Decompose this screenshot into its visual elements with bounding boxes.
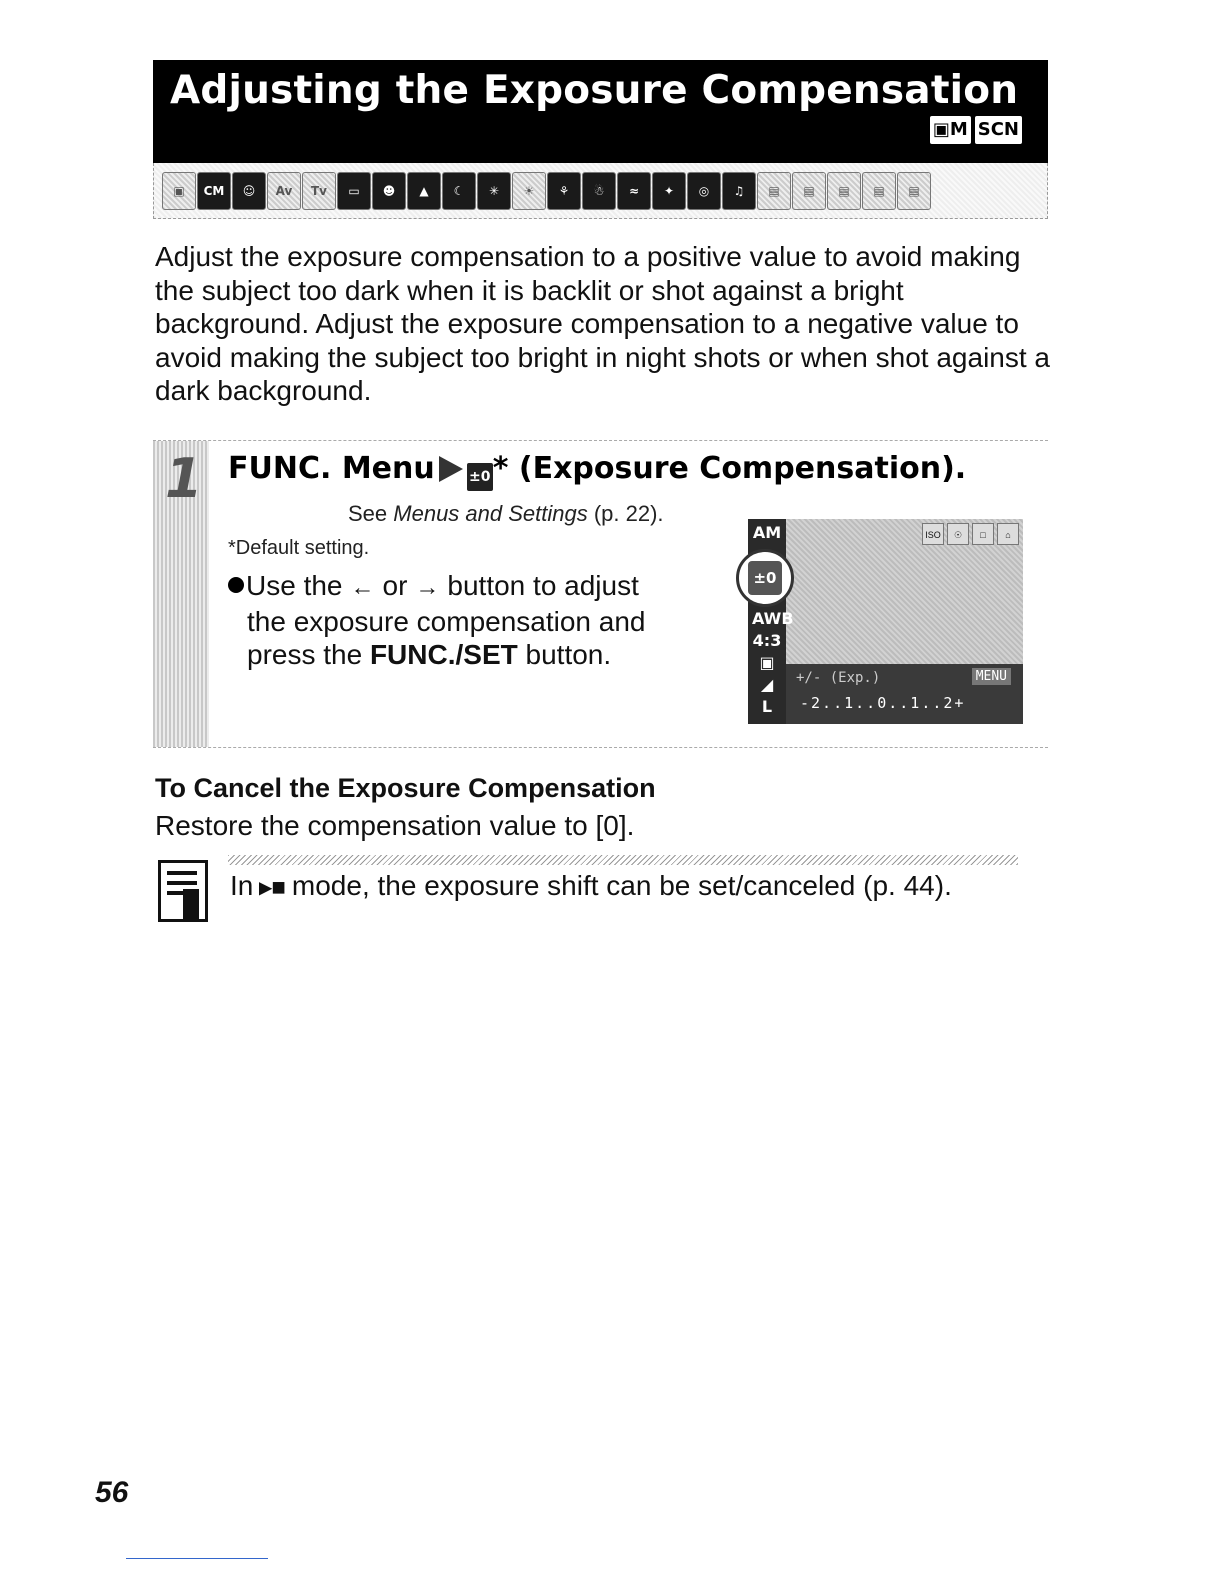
beach-scene-icon: ☀ (512, 172, 546, 210)
lcd-metering-icon: ▣ (759, 653, 775, 672)
stitch-mode-icon: ▭ (337, 172, 371, 210)
lcd-mode-icon: AM (752, 523, 782, 542)
snow-scene-icon: ☃ (582, 172, 616, 210)
instruction-line-2: the exposure compensation and (247, 605, 646, 637)
title-banner (153, 60, 1048, 163)
lcd-exposure-scale: -2..1..0..1..2+ (800, 694, 966, 712)
see-page: (p. 22). (587, 501, 664, 526)
mode-badges (930, 116, 1022, 144)
movie-fast-icon: ▤ (792, 172, 826, 210)
movie-standard-icon: ▤ (757, 172, 791, 210)
lcd-exposure-label: +/- (Exp.) (796, 670, 881, 686)
portrait-mode-icon: ☺ (232, 172, 266, 210)
lcd-resolution-icon: L (761, 697, 773, 716)
cancel-text: Restore the compensation value to [0]. (155, 810, 635, 841)
right-arrow-button-icon: → (415, 574, 440, 601)
lcd-iso-icon: ISO (922, 523, 944, 545)
camera-m-mode-icon: CM (197, 172, 231, 210)
landscape-scene-icon: ▲ (407, 172, 441, 210)
note-divider (228, 855, 1018, 865)
note-text-in: In (230, 870, 254, 901)
cancel-heading: To Cancel the Exposure Compensation (155, 773, 656, 803)
step-heading-suffix: * (Exposure Compensation). (492, 451, 967, 486)
step-instructions (228, 569, 728, 672)
lcd-status-icons (922, 523, 1019, 545)
movie-color-icon: ▤ (862, 172, 896, 210)
av-mode-icon: Av (267, 172, 301, 210)
scn-badge-icon: SCN (975, 116, 1022, 144)
step-number: 1 (165, 447, 203, 510)
movie-mode-icon: ▸■ (259, 874, 286, 901)
note-text (230, 870, 952, 902)
note-text-rest: mode, the exposure shift can be set/canceled (p. 44). (291, 870, 952, 901)
lcd-ratio-icon: 4:3 (752, 631, 782, 650)
memo-note-icon (158, 860, 208, 922)
left-arrow-button-icon: ← (350, 574, 375, 601)
see-title: Menus and Settings (393, 501, 588, 526)
lcd-frame-icon: □ (972, 523, 994, 545)
page-number: 56 (95, 1476, 129, 1509)
lcd-menu-button: MENU (972, 668, 1011, 685)
step-sidebar (153, 441, 209, 747)
kids-pets-scene-icon: ◎ (687, 172, 721, 210)
lcd-selected-highlight (736, 549, 794, 607)
instruction-line-3 (228, 638, 728, 672)
step-heading (228, 451, 966, 491)
instruction-press-the: press the (247, 639, 370, 671)
movie-swap-icon: ▤ (897, 172, 931, 210)
instruction-or: or (382, 570, 408, 601)
camera-m-badge-icon: ▣M (930, 116, 971, 144)
lcd-flash-icon: ☉ (947, 523, 969, 545)
footer-line (126, 1558, 268, 1559)
auto-mode-icon: ▣ (162, 172, 196, 210)
see-prefix: See (348, 501, 394, 526)
indoor-scene-icon: ✦ (652, 172, 686, 210)
instruction-button-to-adjust: button to adjust (447, 570, 639, 601)
instruction-button: button. (517, 639, 612, 671)
bullet-icon (228, 577, 244, 593)
portrait-scene-icon: ☻ (372, 172, 406, 210)
lcd-exposure-icon: ±0 (748, 561, 782, 595)
step-box (153, 440, 1048, 748)
page-title: Adjusting the Exposure Compensation (170, 68, 1019, 113)
arrow-right-icon (439, 456, 463, 482)
instruction-use-the: Use the (246, 570, 343, 601)
fireworks-scene-icon: ✳ (477, 172, 511, 210)
lcd-compression-icon: ◢ (760, 675, 774, 694)
lcd-home-icon: ⌂ (997, 523, 1019, 545)
lcd-exposure-bar (786, 664, 1023, 724)
lcd-wb-icon: AWB (752, 609, 794, 628)
default-setting-note: *Default setting. (228, 537, 370, 559)
sound-scene-icon: ♫ (722, 172, 756, 210)
see-reference (348, 501, 664, 527)
exposure-compensation-icon: ±0 (467, 463, 493, 491)
underwater-scene-icon: ≈ (617, 172, 651, 210)
instruction-line-1 (228, 569, 728, 605)
foliage-scene-icon: ⚘ (547, 172, 581, 210)
step-heading-prefix: FUNC. Menu (228, 451, 435, 486)
tv-mode-icon: Tv (302, 172, 336, 210)
intro-paragraph: Adjust the exposure compensation to a positive value to avoid making the subject too dark when it is backlit or shot against a bright background. Adjust the exposure compensation to a negative value to avoid making the subject too bright in night shots or when shot against a dark background. (155, 241, 1050, 407)
func-set-label: FUNC./SET (369, 639, 518, 671)
camera-lcd-screen (748, 519, 1023, 724)
movie-compact-icon: ▤ (827, 172, 861, 210)
mode-icon-strip (153, 163, 1048, 219)
night-scene-icon: ☾ (442, 172, 476, 210)
